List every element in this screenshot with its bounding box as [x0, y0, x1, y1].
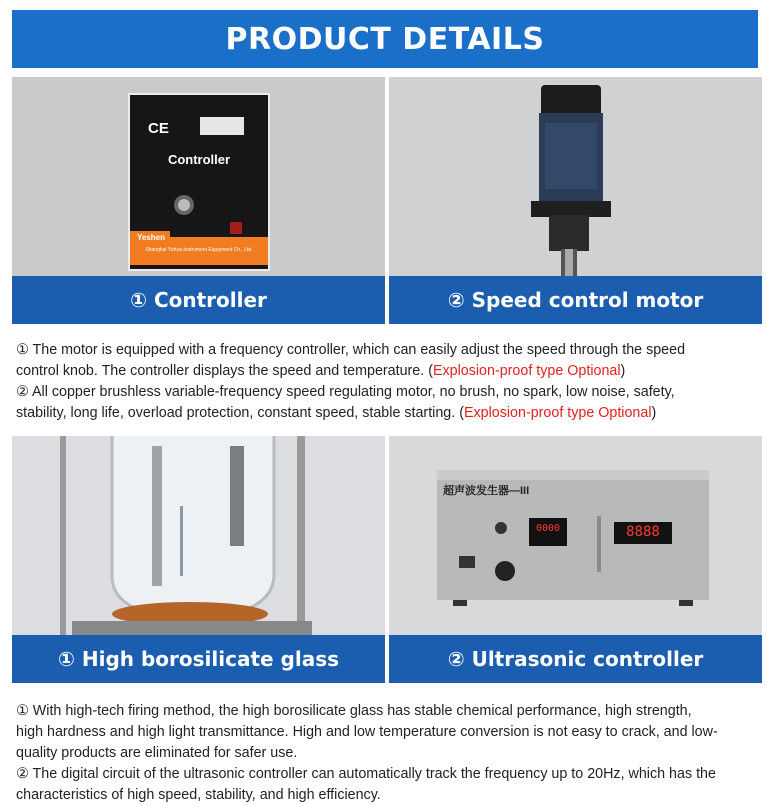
desc1-line4: stability, long life, overload protection, constant speed, stable starting. (Explosion-proof type Optional) [16, 405, 657, 421]
description-block-2 [16, 701, 756, 806]
desc1-line3: ② All copper brushless variable-frequency speed regulating motor, no brush, no spark, low noise, safety, [16, 384, 675, 400]
explosion-proof-note: Explosion-proof type Optional [463, 405, 652, 421]
ultrasonic-display-left: 0000 [535, 523, 561, 534]
caption-speed-motor: ② Speed control motor [389, 276, 762, 324]
controller-company: Shanghai Yuhua Instrument Equipment Co., Ltd. [145, 247, 253, 253]
controller-ce-mark: CE [148, 120, 169, 137]
description-block-1 [16, 340, 756, 424]
panel-ultrasonic-controller [389, 436, 762, 683]
ultrasonic-device-label: 超声波发生器—III [443, 485, 530, 497]
panel-controller [12, 77, 385, 324]
desc2-line3: quality products are eliminated for safer use. [16, 745, 298, 761]
desc2-line2: high hardness and high light transmittance. High and low temperature conversion is not easy to crack, and low- [16, 724, 718, 740]
desc2-line1: ① With high-tech firing method, the high borosilicate glass has stable chemical performance, high strength, [16, 703, 692, 719]
panel-speed-motor [389, 77, 762, 324]
desc2-line5: characteristics of high speed, stability, and high efficiency. [16, 787, 381, 803]
controller-device-title: Controller [167, 152, 231, 167]
panel-borosilicate-glass [12, 436, 385, 683]
title-banner [12, 10, 758, 68]
ultrasonic-display-right: 8888 [626, 524, 660, 540]
desc1-line2: control knob. The controller displays the speed and temperature. (Explosion-proof type Optional) [16, 363, 626, 379]
caption-borosilicate-glass: ① High borosilicate glass [12, 635, 385, 683]
controller-brand: Yeshen [137, 233, 166, 242]
page-title: PRODUCT DETAILS [225, 21, 545, 57]
caption-controller: ① Controller [12, 276, 385, 324]
desc2-line4: ② The digital circuit of the ultrasonic controller can automatically track the frequency up to 20Hz, which has the [16, 766, 716, 782]
caption-ultrasonic-controller: ② Ultrasonic controller [389, 635, 762, 683]
desc1-line1: ① The motor is equipped with a frequency controller, which can easily adjust the speed through the speed [16, 342, 686, 358]
explosion-proof-note: Explosion-proof type Optional [432, 363, 621, 379]
